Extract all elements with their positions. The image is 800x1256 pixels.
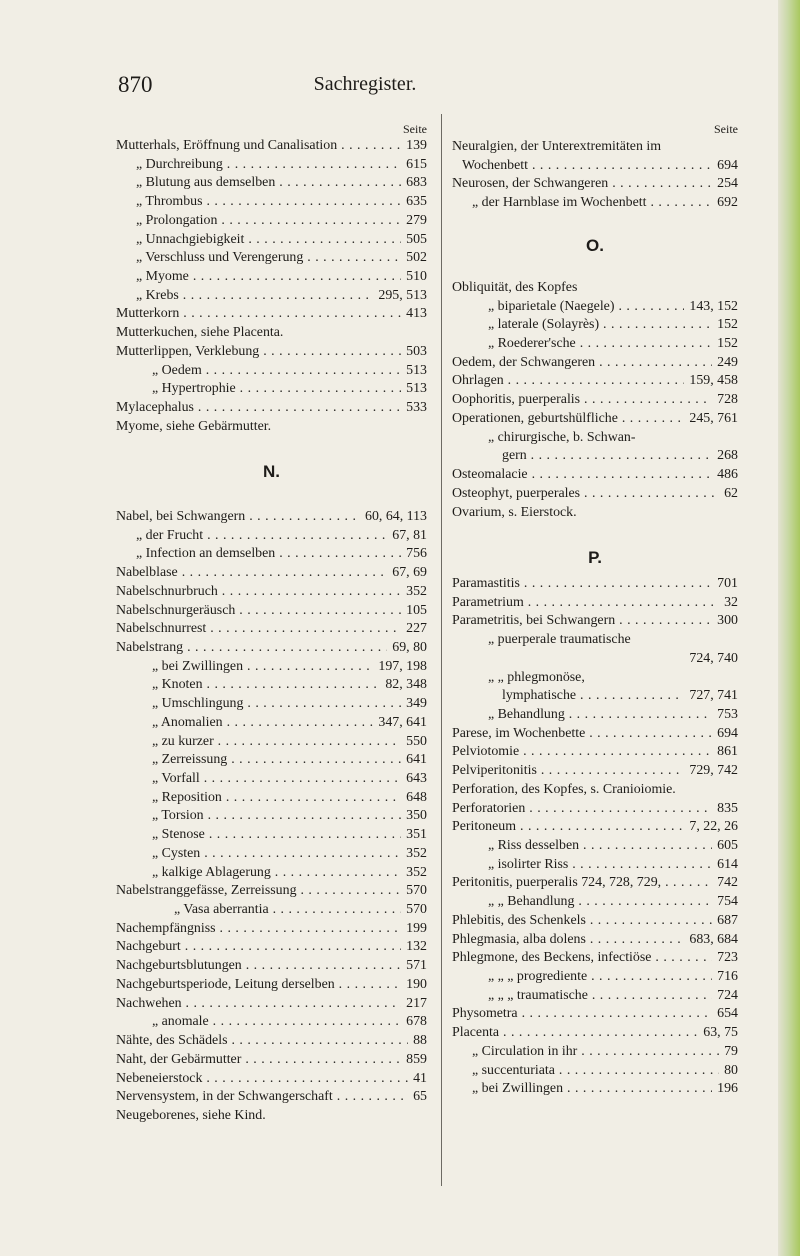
index-list [116, 137, 427, 437]
index-entry [116, 864, 427, 883]
entry-term: „ Roederer'sche . . . [452, 335, 738, 354]
entry-term: Nabelblase . . . [116, 564, 427, 583]
entry-page-ref: 724 [712, 987, 738, 1006]
index-entry [116, 418, 427, 437]
entry-term: „ Cysten . . . [116, 845, 427, 864]
entry-term: Myome, siehe Gebärmutter. [116, 418, 272, 434]
entry-page-ref: 654 [712, 1005, 738, 1024]
entry-page-ref: 716 [712, 968, 738, 987]
entry-page-ref: 196 [712, 1080, 738, 1099]
entry-term: „ Zerreissung . . . [116, 751, 427, 770]
index-entry [452, 1005, 738, 1024]
entry-page-ref: 60, 64, 113 [360, 508, 427, 527]
entry-term: Ohrlagen . . . [452, 372, 738, 391]
entry-term: Nabelstrang . . . [116, 639, 427, 658]
entry-page-ref: 159, 458 [684, 372, 738, 391]
entry-page-ref: 513 [401, 380, 427, 399]
index-entry [452, 837, 738, 856]
entry-page-ref: 254 [712, 175, 738, 194]
section-gap [452, 263, 738, 279]
entry-page-ref: 300 [712, 612, 738, 631]
entry-term: Mutterkorn . . . [116, 305, 427, 324]
entry-term: „ der Frucht . . . [116, 527, 427, 546]
entry-page-ref: 352 [401, 583, 427, 602]
entry-page-ref: 861 [712, 743, 738, 762]
entry-page-ref: 694 [712, 157, 738, 176]
page-edge-shadow [778, 0, 800, 1256]
entry-term: „ Krebs . . . [116, 287, 427, 306]
index-entry [452, 725, 738, 744]
index-entry [452, 157, 738, 176]
entry-term: Neuralgien, der Unterextremitäten im [452, 139, 662, 154]
entry-term: „ bei Zwillingen . . . [116, 658, 427, 677]
section-gap [116, 437, 427, 456]
index-entry [452, 575, 738, 594]
entry-term: Wochenbett . . . [452, 157, 738, 176]
index-entry [452, 1024, 738, 1043]
index-entry [452, 1043, 738, 1062]
index-entry [116, 583, 427, 602]
entry-term: „ Vasa aberrantia . . . [116, 901, 427, 920]
entry-term: „ zu kurzer . . . [116, 733, 427, 752]
right-column [452, 121, 738, 1099]
index-entry [116, 882, 427, 901]
index-entry [116, 212, 427, 231]
entry-page-ref: 190 [401, 976, 427, 995]
index-entry [116, 156, 427, 175]
entry-page-ref: 605 [712, 837, 738, 856]
index-entry [116, 695, 427, 714]
entry-page-ref: 687 [712, 912, 738, 931]
entry-page-ref: 65 [408, 1088, 427, 1107]
index-entry [116, 287, 427, 306]
entry-term: „ laterale (Solayrès) . . . [452, 316, 738, 335]
index-entry [116, 639, 427, 658]
entry-term: Osteomalacie . . . [452, 466, 738, 485]
entry-page-ref: 570 [401, 882, 427, 901]
index-entry [452, 316, 738, 335]
entry-term: „ Unnachgiebigkeit . . . [116, 231, 427, 250]
index-entry [452, 1062, 738, 1081]
entry-page-ref: 63, 75 [698, 1024, 738, 1043]
entry-page-ref: 249 [712, 354, 738, 373]
index-entry [116, 789, 427, 808]
index-entry [452, 138, 738, 157]
index-entry [116, 545, 427, 564]
index-entry [116, 174, 427, 193]
entry-page-ref: 571 [401, 957, 427, 976]
section-gap [452, 213, 738, 229]
entry-page-ref: 350 [401, 807, 427, 826]
entry-page-ref: 352 [401, 864, 427, 883]
index-entry [116, 620, 427, 639]
index-entry [452, 931, 738, 950]
section-letter-n: N. [263, 462, 280, 482]
index-entry [116, 995, 427, 1014]
entry-page-ref: 199 [401, 920, 427, 939]
entry-term: „ „ „ traumatische . . . [452, 987, 738, 1006]
index-entry [116, 1013, 427, 1032]
index-entry [452, 279, 738, 298]
index-entry [452, 594, 738, 613]
entry-term: „ „ Behandlung . . . [452, 893, 738, 912]
index-entry [452, 818, 738, 837]
entry-term: Parametrium . . . [452, 594, 738, 613]
entry-term: Mutterkuchen, siehe Placenta. [116, 325, 284, 341]
index-entry [452, 504, 738, 523]
entry-term: Oedem, der Schwangeren . . . [452, 354, 738, 373]
index-entry [116, 527, 427, 546]
entry-page-ref: 413 [401, 305, 427, 324]
entry-term: „ kalkige Ablagerung . . . [116, 864, 427, 883]
index-entry [452, 298, 738, 317]
section-letter-o: O. [586, 235, 604, 255]
entry-term: „ Blutung aus demselben . . . [116, 174, 427, 193]
entry-page-ref: 79 [719, 1043, 738, 1062]
entry-page-ref: 533 [401, 399, 427, 418]
entry-term: „ Behandlung . . . [452, 706, 738, 725]
entry-term: Nabelschnurbruch . . . [116, 583, 427, 602]
entry-page-ref: 503 [401, 343, 427, 362]
index-entry [452, 743, 738, 762]
entry-page-ref: 694 [712, 725, 738, 744]
entry-page-ref: 67, 81 [387, 527, 427, 546]
index-entry [116, 807, 427, 826]
entry-term: „ Stenose . . . [116, 826, 427, 845]
entry-page-ref: 132 [401, 938, 427, 957]
index-entry [116, 1051, 427, 1070]
entry-term: lymphatische . . . [452, 687, 738, 706]
entry-page-ref: 67, 69 [387, 564, 427, 583]
index-list [452, 138, 738, 213]
index-entry [452, 1080, 738, 1099]
index-entry [452, 968, 738, 987]
index-entry [452, 669, 738, 688]
entry-page-ref: 648 [401, 789, 427, 808]
entry-page-ref: 753 [712, 706, 738, 725]
index-entry [116, 770, 427, 789]
entry-page-ref: 835 [712, 800, 738, 819]
entry-page-ref: 139 [401, 137, 427, 156]
entry-term: Nabelstranggefässe, Zerreissung . . . [116, 882, 427, 901]
entry-term: „ Umschlingung . . . [116, 695, 427, 714]
index-entry [452, 987, 738, 1006]
entry-term: „ anomale . . . [116, 1013, 427, 1032]
column-divider [441, 114, 442, 1186]
page-title: Sachregister. [313, 73, 417, 95]
entry-page-ref: 701 [712, 575, 738, 594]
entry-term: „ Durchreibung . . . [116, 156, 427, 175]
entry-term: Neurosen, der Schwangeren . . . [452, 175, 738, 194]
index-entry [116, 658, 427, 677]
entry-term: Pelviotomie . . . [452, 743, 738, 762]
entry-page-ref: 510 [401, 268, 427, 287]
entry-term: Mutterhals, Eröffnung und Canalisation . . . [116, 137, 427, 156]
entry-page-ref: 742 [712, 874, 738, 893]
index-entry [452, 372, 738, 391]
index-entry [452, 631, 738, 650]
entry-page-ref: 756 [401, 545, 427, 564]
section-gap [116, 489, 427, 508]
entry-page-ref: 502 [401, 249, 427, 268]
entry-term: Nabelschnurrest . . . [116, 620, 427, 639]
index-entry [452, 893, 738, 912]
index-entry [116, 901, 427, 920]
entry-page-ref: 352 [401, 845, 427, 864]
entry-term: Nervensystem, in der Schwangerschaft . . . [116, 1088, 427, 1107]
entry-page-ref: 615 [401, 156, 427, 175]
entry-page-ref: 41 [408, 1070, 427, 1089]
index-entry [116, 508, 427, 527]
entry-page-ref: 152 [712, 316, 738, 335]
entry-term: „ Hypertrophie . . . [116, 380, 427, 399]
entry-term: „ puerperale traumatische [488, 632, 631, 648]
entry-term: „ Circulation in ihr . . . [452, 1043, 738, 1062]
entry-term: Oophoritis, puerperalis . . . [452, 391, 738, 410]
entry-page-ref: 32 [719, 594, 738, 613]
index-entry [452, 781, 738, 800]
index-entry [116, 343, 427, 362]
index-entry [116, 733, 427, 752]
entry-term: „ Infection an demselben . . . [116, 545, 427, 564]
entry-term: „ „ phlegmonöse, [488, 669, 585, 685]
index-list [452, 575, 738, 1099]
index-entry [116, 249, 427, 268]
entry-page-ref: 513 [401, 362, 427, 381]
index-entry [452, 706, 738, 725]
index-entry [116, 602, 427, 621]
entry-term: „ Riss desselben . . . [452, 837, 738, 856]
entry-term: Obliquität, des Kopfes [452, 279, 578, 295]
entry-term: Placenta . . . [452, 1024, 738, 1043]
index-entry [452, 466, 738, 485]
entry-term: Mutterlippen, Verklebung . . . [116, 343, 427, 362]
entry-term: „ Oedem . . . [116, 362, 427, 381]
entry-page-ref: 82, 348 [380, 676, 427, 695]
index-entry [452, 874, 738, 893]
entry-term: „ Thrombus . . . [116, 193, 427, 212]
entry-term: „ „ „ progrediente . . . [452, 968, 738, 987]
section-letter-p: P. [588, 547, 602, 567]
index-list [116, 508, 427, 1126]
entry-page-ref: 88 [408, 1032, 427, 1051]
entry-page-ref: 614 [712, 856, 738, 875]
entry-term: Osteophyt, puerperales . . . [452, 485, 738, 504]
entry-page-ref: 279 [401, 212, 427, 231]
entry-page-ref: 724, 740 [684, 650, 738, 669]
index-entry [116, 714, 427, 733]
entry-term: Neugeborenes, siehe Kind. [116, 1107, 266, 1123]
section-gap [452, 522, 738, 541]
entry-term: Mylacephalus . . . [116, 399, 427, 418]
entry-page-ref: 268 [712, 447, 738, 466]
left-column [116, 121, 427, 1126]
entry-page-ref: 349 [401, 695, 427, 714]
entry-page-ref: 152 [712, 335, 738, 354]
entry-term: „ Anomalien . . . [116, 714, 427, 733]
entry-page-ref: 197, 198 [373, 658, 427, 677]
index-entry [116, 305, 427, 324]
entry-term: Parametritis, bei Schwangern . . . [452, 612, 738, 631]
entry-page-ref: 295, 513 [373, 287, 427, 306]
entry-term: „ chirurgische, b. Schwan- [488, 429, 636, 445]
index-entry [116, 1088, 427, 1107]
index-entry [452, 687, 738, 706]
entry-page-ref: 62 [719, 485, 738, 504]
entry-page-ref: 227 [401, 620, 427, 639]
entry-term: „ Vorfall . . . [116, 770, 427, 789]
entry-term: Nähte, des Schädels . . . [116, 1032, 427, 1051]
entry-page-ref: 570 [401, 901, 427, 920]
entry-term: „ Knoten . . . [116, 676, 427, 695]
entry-term: Nebeneierstock . . . [116, 1070, 427, 1089]
entry-page-ref: 486 [712, 466, 738, 485]
index-entry [452, 410, 738, 429]
entry-page-ref: 678 [401, 1013, 427, 1032]
index-entry [452, 612, 738, 631]
entry-page-ref: 683 [401, 174, 427, 193]
entry-page-ref: 105 [401, 602, 427, 621]
index-entry [116, 268, 427, 287]
index-entry [452, 949, 738, 968]
index-entry [452, 485, 738, 504]
index-entry [116, 1032, 427, 1051]
index-entry [452, 912, 738, 931]
index-entry [116, 324, 427, 343]
index-entry [116, 231, 427, 250]
entry-term: Paramastitis . . . [452, 575, 738, 594]
entry-page-ref: 754 [712, 893, 738, 912]
entry-page-ref: 217 [401, 995, 427, 1014]
entry-term: „ succenturiata . . . [452, 1062, 738, 1081]
index-entry [116, 564, 427, 583]
entry-term: Nachgeburt . . . [116, 938, 427, 957]
entry-term: Pelviperitonitis . . . [452, 762, 738, 781]
entry-term: „ isolirter Riss . . . [452, 856, 738, 875]
entry-page-ref: 550 [401, 733, 427, 752]
entry-term: Phlebitis, des Schenkels . . . [452, 912, 738, 931]
entry-term: „ Prolongation . . . [116, 212, 427, 231]
entry-page-ref: 635 [401, 193, 427, 212]
index-entry [452, 354, 738, 373]
entry-term: „ biparietale (Naegele) . . . [452, 298, 738, 317]
entry-term: „ der Harnblase im Wochenbett . . . [452, 194, 738, 213]
entry-term: Parese, im Wochenbette . . . [452, 725, 738, 744]
index-entry [116, 137, 427, 156]
index-entry [116, 845, 427, 864]
entry-term: gern . . . [452, 447, 738, 466]
entry-term: Nachwehen . . . [116, 995, 427, 1014]
index-entry [116, 957, 427, 976]
entry-term: Nabelschnurgeräusch . . . [116, 602, 427, 621]
entry-page-ref: 723 [712, 949, 738, 968]
entry-term: „ Myome . . . [116, 268, 427, 287]
entry-term: Ovarium, s. Eierstock. [452, 504, 577, 520]
entry-page-ref: 729, 742 [684, 762, 738, 781]
index-entry [116, 193, 427, 212]
entry-page-ref: 7, 22, 26 [684, 818, 738, 837]
entry-page-ref: 80 [719, 1062, 738, 1081]
entry-term: Perforation, des Kopfes, s. Cranioiomie. [452, 781, 676, 797]
page-header [0, 72, 800, 102]
entry-term: Phlegmasia, alba dolens . . . [452, 931, 738, 950]
entry-term: Nachempfängniss . . . [116, 920, 427, 939]
entry-page-ref: 692 [712, 194, 738, 213]
entry-term: Peritonitis, puerperalis 724, 728, 729, . . . [452, 874, 738, 893]
entry-term: „ Reposition . . . [116, 789, 427, 808]
entry-term: Physometra . . . [452, 1005, 738, 1024]
index-entry [116, 1107, 427, 1126]
entry-term: Phlegmone, des Beckens, infectiöse . . . [452, 949, 738, 968]
page-number: 870 [118, 72, 153, 97]
entry-page-ref: 351 [401, 826, 427, 845]
entry-term: „ Verschluss und Verengerung . . . [116, 249, 427, 268]
index-entry [452, 650, 738, 669]
index-entry [116, 751, 427, 770]
entry-term: Perforatorien . . . [452, 800, 738, 819]
entry-page-ref: 245, 761 [684, 410, 738, 429]
index-entry [452, 762, 738, 781]
entry-page-ref: 505 [401, 231, 427, 250]
entry-page-ref: 683, 684 [684, 931, 738, 950]
index-entry [116, 920, 427, 939]
entry-term: Peritoneum . . . [452, 818, 738, 837]
entry-page-ref: 641 [401, 751, 427, 770]
entry-term: Nachgeburtsperiode, Leitung derselben . . . [116, 976, 427, 995]
index-entry [116, 399, 427, 418]
seite-label: Seite [714, 122, 738, 136]
entry-page-ref: 143, 152 [684, 298, 738, 317]
index-entry [116, 380, 427, 399]
index-entry [116, 676, 427, 695]
entry-page-ref: 69, 80 [387, 639, 427, 658]
entry-page-ref: 727, 741 [684, 687, 738, 706]
entry-page-ref: 728 [712, 391, 738, 410]
index-entry [452, 429, 738, 448]
entry-page-ref: 347, 641 [373, 714, 427, 733]
index-entry [452, 800, 738, 819]
entry-term: Nabel, bei Schwangern . . . [116, 508, 427, 527]
index-entry [452, 856, 738, 875]
index-entry [452, 194, 738, 213]
index-entry [116, 938, 427, 957]
seite-label: Seite [403, 122, 427, 136]
entry-page-ref: 859 [401, 1051, 427, 1070]
index-entry [452, 335, 738, 354]
entry-page-ref: 643 [401, 770, 427, 789]
index-entry [116, 1070, 427, 1089]
index-entry [116, 826, 427, 845]
index-entry [452, 391, 738, 410]
index-entry [452, 175, 738, 194]
entry-term: Nachgeburtsblutungen . . . [116, 957, 427, 976]
index-entry [452, 447, 738, 466]
entry-term: „ Torsion . . . [116, 807, 427, 826]
index-entry [116, 976, 427, 995]
index-list [452, 279, 738, 522]
entry-term: „ bei Zwillingen . . . [452, 1080, 738, 1099]
entry-term: Naht, der Gebärmutter . . . [116, 1051, 427, 1070]
entry-term: Operationen, geburtshülfliche . . . [452, 410, 738, 429]
index-entry [116, 362, 427, 381]
